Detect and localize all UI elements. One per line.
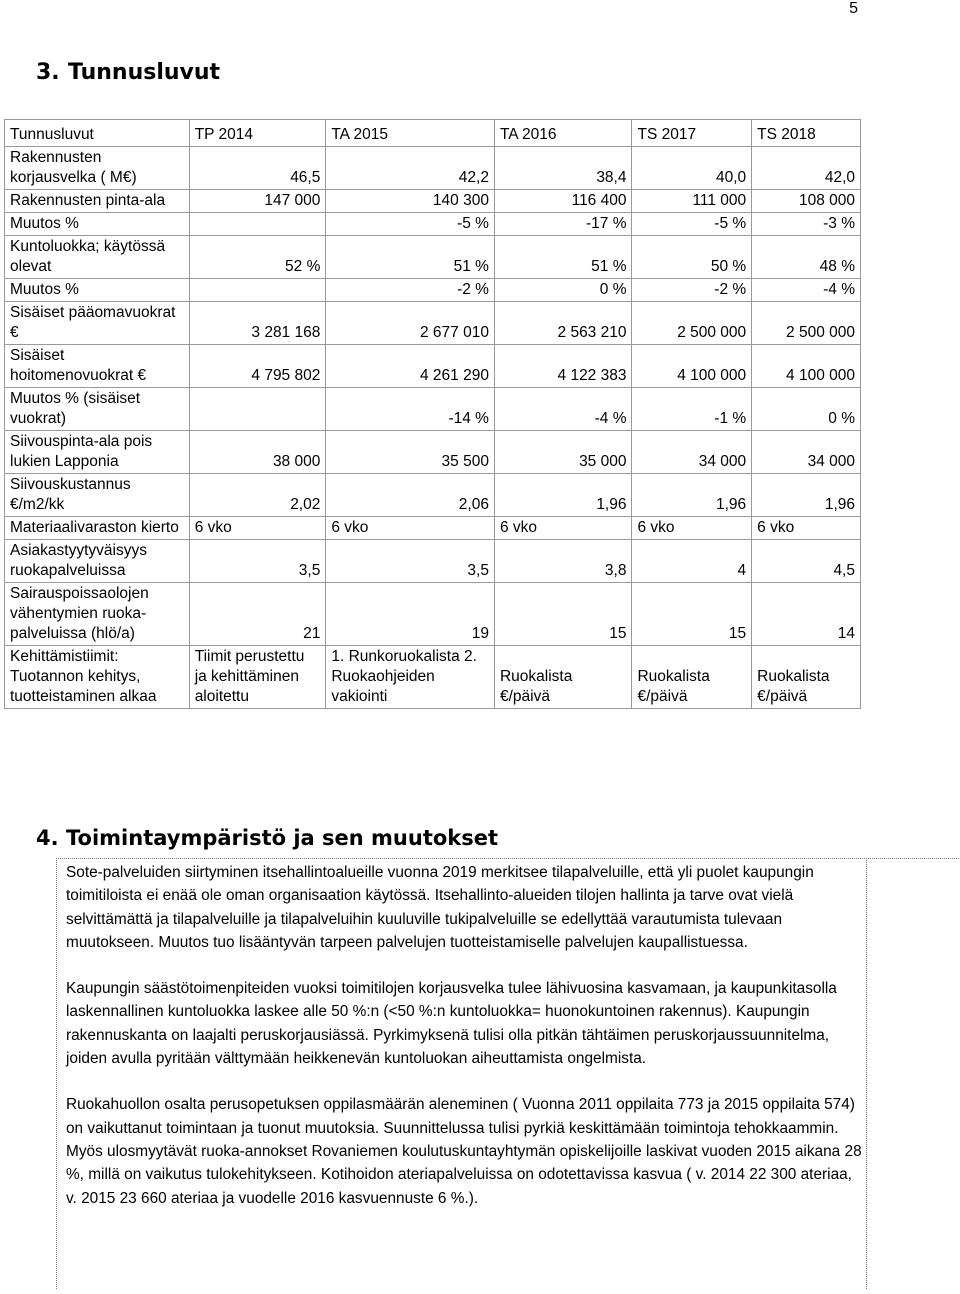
table-cell: 111 000 (632, 190, 752, 213)
table-cell: -4 % (752, 279, 861, 302)
table-row (5, 213, 861, 236)
section-4-text-box (56, 858, 867, 1289)
table-row (5, 147, 861, 190)
text-box-side-column (866, 858, 959, 1289)
table-cell: -2 % (632, 279, 752, 302)
table-cell: 1,96 (494, 474, 632, 517)
table-cell: 48 % (752, 236, 861, 279)
table-cell: 140 300 (326, 190, 495, 213)
table-cell: Tiimit perustettu ja kehittäminen aloitettu (189, 646, 326, 709)
table-cell: 4 795 802 (189, 345, 326, 388)
table-cell: 14 (752, 583, 861, 646)
table-cell: 2 500 000 (752, 302, 861, 345)
table-cell: 34 000 (752, 431, 861, 474)
row-label: Materiaalivaraston kierto (5, 517, 190, 540)
row-label: Kehittämistiimit: Tuotannon kehitys, tuotteistaminen alkaa (5, 646, 190, 709)
table-cell (189, 279, 326, 302)
table-cell: -14 % (326, 388, 495, 431)
row-label: Siivouspinta-ala pois lukien Lapponia (5, 431, 190, 474)
table-cell: -2 % (326, 279, 495, 302)
table-cell: 4,5 (752, 540, 861, 583)
row-label: Muutos % (sisäiset vuokrat) (5, 388, 190, 431)
table-cell: 19 (326, 583, 495, 646)
table-cell (189, 388, 326, 431)
section-3-heading: Tunnusluvut (68, 60, 221, 85)
table-row (5, 302, 861, 345)
table-cell: 3,5 (189, 540, 326, 583)
table-cell: 6 vko (189, 517, 326, 540)
table-cell (189, 213, 326, 236)
table-cell: -5 % (326, 213, 495, 236)
table-cell: 4 122 383 (494, 345, 632, 388)
section-4-title (36, 826, 498, 850)
table-cell: 51 % (494, 236, 632, 279)
table-row (5, 583, 861, 646)
table-cell: 1,96 (632, 474, 752, 517)
paragraph: Ruokahuollon osalta perusopetuksen oppilasmäärän aleneminen ( Vuonna 2011 oppilaita 773 ja 2015 oppilaita 574) on vaikuttanut toimintaan ja tuonut muutoksia. Suunnittelussa tulisi pyrkiä keskittämään toimintoja tehokkaammin. Myös ulosmyytävät ruoka-annokset Rovaniemen koulutuskuntayhtymän opiskelijoille laskivat vuoden 2015 aikana 28 %, millä on vaikutus tulokehitykseen. Kotihoidon ateriapalveluissa on odotettavissa kasvua ( v. 2014 22 300 ateriaa, v. 2015 23 660 ateriaa ja vuodelle 2016 kasvuennuste 6 %.). (66, 1096, 862, 1207)
table-cell: 6 vko (326, 517, 495, 540)
table-row (5, 517, 861, 540)
page-number: 5 (849, 0, 858, 17)
table-cell: 34 000 (632, 431, 752, 474)
row-label: Muutos % (5, 213, 190, 236)
table-row (5, 279, 861, 302)
table-cell: -4 % (494, 388, 632, 431)
table-cell: 3,5 (326, 540, 495, 583)
table-cell: 108 000 (752, 190, 861, 213)
table-row (5, 388, 861, 431)
row-label: Sisäiset pääomavuokrat € (5, 302, 190, 345)
table-cell: 42,0 (752, 147, 861, 190)
table-cell: 3 281 168 (189, 302, 326, 345)
table-cell: 4 (632, 540, 752, 583)
table-cell: 52 % (189, 236, 326, 279)
kpi-table (4, 119, 861, 709)
table-cell: 38,4 (494, 147, 632, 190)
table-cell: 1,96 (752, 474, 861, 517)
row-label: Rakennusten korjausvelka ( M€) (5, 147, 190, 190)
table-cell: 4 261 290 (326, 345, 495, 388)
table-cell: 6 vko (632, 517, 752, 540)
table-cell: 6 vko (752, 517, 861, 540)
table-cell: 0 % (494, 279, 632, 302)
table-row (5, 345, 861, 388)
table-row (5, 646, 861, 709)
table-cell: 35 000 (494, 431, 632, 474)
table-cell: 2 563 210 (494, 302, 632, 345)
table-cell: 2 500 000 (632, 302, 752, 345)
row-label: Sairauspoissaolojen vähentymien ruoka-palveluissa (hlö/a) (5, 583, 190, 646)
table-cell: 15 (632, 583, 752, 646)
table-cell: 1. Runkoruokalista 2. Ruokaohjeiden vakiointi (326, 646, 495, 709)
header-cell: TP 2014 (189, 120, 326, 147)
table-cell: -3 % (752, 213, 861, 236)
table-cell: 4 100 000 (752, 345, 861, 388)
table-cell: 38 000 (189, 431, 326, 474)
table-row (5, 236, 861, 279)
table-cell: 4 100 000 (632, 345, 752, 388)
paragraph: Kaupungin säästötoimenpiteiden vuoksi toimitilojen korjausvelka tulee lähivuosina kasvamaan, ja kaupunkitasolla laskennallinen kuntoluokka laskee alle 50 %:n (<50 %:n kuntoluokka= huonokuntoinen rakennus). Kaupungin rakennuskanta on laajalti peruskorjausiässä. Pyrkimyksenä tulisi olla pitkän tähtäimen peruskorjaussuunnitelma, joiden avulla pyritään välttymään heikkenevän kuntoluokan aiheuttamista ongelmista. (66, 980, 837, 1068)
section-4-heading: Toimintaympäristö ja sen muutokset (66, 826, 499, 850)
table-row (5, 540, 861, 583)
table-cell: 147 000 (189, 190, 326, 213)
section-3-number: 3. (36, 60, 60, 85)
header-cell: Tunnusluvut (5, 120, 190, 147)
table-cell: Ruokalista €/päivä (632, 646, 752, 709)
table-cell: 50 % (632, 236, 752, 279)
table-cell: 42,2 (326, 147, 495, 190)
table-cell: Ruokalista €/päivä (752, 646, 861, 709)
header-cell: TA 2016 (494, 120, 632, 147)
section-4-number: 4. (36, 826, 59, 850)
table-cell: 2,02 (189, 474, 326, 517)
table-row (5, 474, 861, 517)
table-body (5, 147, 861, 709)
row-label: Kuntoluokka; käytössä olevat (5, 236, 190, 279)
header-cell: TS 2017 (632, 120, 752, 147)
paragraph: Sote-palveluiden siirtyminen itsehallintoalueille vuonna 2019 merkitsee tilapalveluille, että yli puolet kaupungin toimitiloista ei enää ole oman organisaation käytössä. Itsehallinto-alueiden tilojen hallinta ja tarve ovat vielä selvittämättä ja tilapalveluille ja tilapalveluihin kuuluville tukipalveluille se edellyttää varautumista tulevaan muutokseen. Muutos tuo lisääntyvän tarpeen palvelujen tuotteistamiselle palvelujen kaupallistuessa. (66, 864, 814, 951)
table-cell: 35 500 (326, 431, 495, 474)
row-label: Rakennusten pinta-ala (5, 190, 190, 213)
table-row (5, 431, 861, 474)
table-cell: 51 % (326, 236, 495, 279)
row-label: Sisäiset hoitomenovuokrat € (5, 345, 190, 388)
table-cell: -5 % (632, 213, 752, 236)
table-cell: -17 % (494, 213, 632, 236)
row-label: Siivouskustannus €/m2/kk (5, 474, 190, 517)
table-cell: 15 (494, 583, 632, 646)
table-header-row (5, 120, 861, 147)
table-cell: 2 677 010 (326, 302, 495, 345)
table-cell: -1 % (632, 388, 752, 431)
row-label: Asiakastyytyväisyys ruokapalveluissa (5, 540, 190, 583)
header-cell: TA 2015 (326, 120, 495, 147)
table-cell: 40,0 (632, 147, 752, 190)
table-cell: 116 400 (494, 190, 632, 213)
header-cell: TS 2018 (752, 120, 861, 147)
table-cell: 6 vko (494, 517, 632, 540)
table-cell: 2,06 (326, 474, 495, 517)
table-cell: 0 % (752, 388, 861, 431)
table-row (5, 190, 861, 213)
table-cell: 46,5 (189, 147, 326, 190)
table-cell: 3,8 (494, 540, 632, 583)
row-label: Muutos % (5, 279, 190, 302)
table-cell: Ruokalista €/päivä (494, 646, 632, 709)
section-3-title (36, 60, 220, 85)
table-cell: 21 (189, 583, 326, 646)
